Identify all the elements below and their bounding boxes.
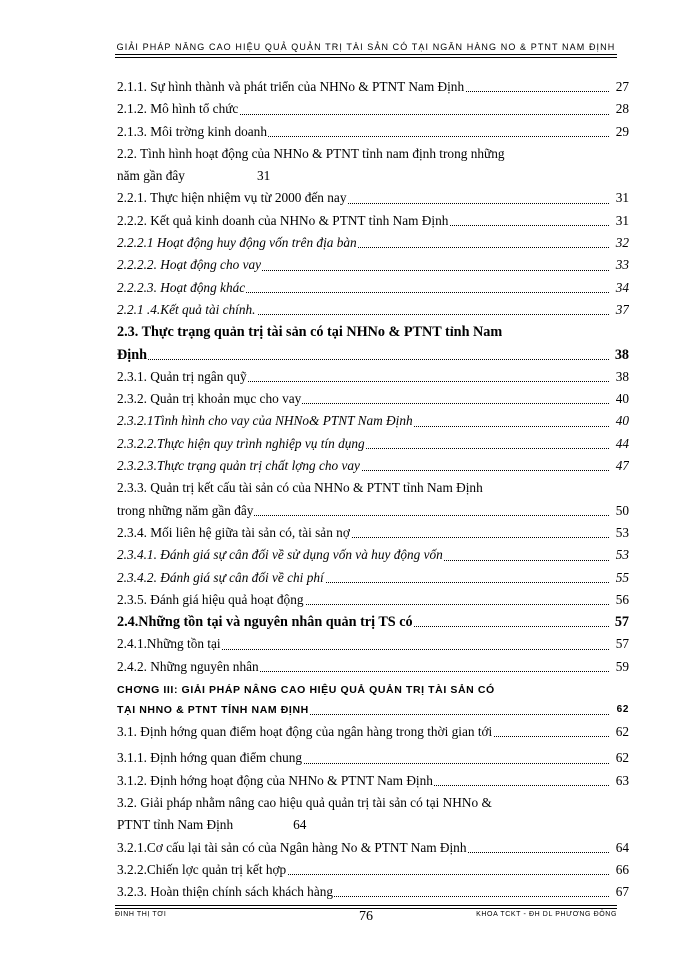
toc-entry-2-3-5: 2.3.5. Đánh giá hiệu quả hoạt động 56: [117, 589, 629, 611]
table-of-contents: [117, 76, 629, 903]
toc-entry-2-4-2: 2.4.2. Những nguyên nhân 59: [117, 656, 629, 678]
toc-entry-2-2-line1: 2.2. Tình hình hoạt động của NHNo & PTNT tỉnh nam định trong những: [117, 145, 505, 161]
toc-entry-3-2-1: 3.2.1.Cơ cấu lại tài sản có của Ngân hàng No & PTNT Nam Định 64: [117, 837, 629, 859]
toc-entry-3-1-2: 3.1.2. Định hớng hoạt động của NHNo & PTNT Nam Định 63: [117, 770, 629, 792]
toc-entry-2-2-line2: năm gần đây 31: [117, 168, 271, 184]
toc-entry-2-3-4-1: 2.3.4.1. Đánh giá sự cân đối về sử dụng vốn và huy động vốn 53: [117, 544, 629, 566]
header-rule: [115, 54, 617, 55]
toc-entry-3-2-3: 3.2.3. Hoàn thiện chính sách khách hàng 67: [117, 881, 629, 903]
toc-entry-2-3-2-3: 2.3.2.3.Thực trạng quản trị chất lợng cho vay 47: [117, 455, 629, 477]
toc-chapter-3-line2: TẠI NHNO & PTNT TỈNH NAM ĐỊNH 62: [117, 699, 629, 721]
toc-entry-2-3-3-line1: 2.3.3. Quản trị kết cấu tài sản có của NHNo & PTNT tỉnh Nam Định: [117, 480, 483, 496]
toc-entry-3-1: 3.1. Định hớng quan điểm hoạt động của ngân hàng trong thời gian tới 62: [117, 721, 629, 743]
toc-entry-2-2-2: 2.2.2. Kết quả kinh doanh của NHNo & PTNT tỉnh Nam Định 31: [117, 210, 629, 232]
footer-page-number: 76: [359, 909, 373, 924]
toc-chapter-3-line1: CHƠNG III: GIẢI PHÁP NÂNG CAO HIỆU QUẢ QUẢN TRỊ TÀI SẢN CÓ: [117, 684, 495, 697]
toc-entry-3-2-line2: PTNT tỉnh Nam Định 64: [117, 817, 307, 833]
toc-entry-2-3-4-2: 2.3.4.2. Đánh giá sự cân đối về chi phí 55: [117, 567, 629, 589]
toc-entry-2-4: 2.4.Những tồn tại và nguyên nhân quản trị TS có 57: [117, 611, 629, 633]
running-header: GIẢI PHÁP NÂNG CAO HIỆU QUẢ QUẢN TRỊ TÀI SẢN CÓ TẠI NGÂN HÀNG NO & PTNT NAM ĐỊNH: [116, 42, 616, 52]
toc-entry-2-3-line1: 2.3. Thực trạng quản trị tài sản có tại NHNo & PTNT tỉnh Nam: [117, 324, 503, 341]
header-rule-double: [115, 57, 617, 58]
footer-faculty: KHOA TCKT - ĐH DL PHƯƠNG ĐÔNG: [476, 911, 617, 918]
toc-entry-2-3-2: 2.3.2. Quản trị khoản mục cho vay 40: [117, 388, 629, 410]
toc-entry-3-2-line1: 3.2. Giải pháp nhằm nâng cao hiệu quả quản trị tài sản có tại NHNo &: [117, 794, 492, 810]
toc-entry-2-3-2-1: 2.3.2.1Tình hình cho vay của NHNo& PTNT Nam Định 40: [117, 410, 629, 432]
toc-entry-2-3-3-line2: trong những năm gần đây 50: [117, 500, 629, 522]
toc-entry-2-3-1: 2.3.1. Quản trị ngân quỹ 38: [117, 366, 629, 388]
toc-entry-3-1-1: 3.1.1. Định hớng quan điểm chung 62: [117, 747, 629, 769]
toc-entry-2-3-2-2: 2.3.2.2.Thực hiện quy trình nghiệp vụ tín dụng 44: [117, 433, 629, 455]
toc-entry-2-1-2: 2.1.2. Mô hình tổ chức 28: [117, 98, 629, 120]
footer-author: ĐINH THỊ TƠI: [115, 911, 167, 918]
toc-entry-2-2-1-4: 2.2.1 .4.Kết quả tài chính. 37: [117, 299, 629, 321]
toc-entry-3-2-2: 3.2.2.Chiến lợc quản trị kết hợp 66: [117, 859, 629, 881]
running-footer: [115, 911, 617, 931]
footer-rule: [115, 905, 617, 906]
toc-entry-2-1-1: 2.1.1. Sự hình thành và phát triển của NHNo & PTNT Nam Định 27: [117, 76, 629, 98]
toc-entry-2-3-4: 2.3.4. Mối liên hệ giữa tài sản có, tài sản nợ 53: [117, 522, 629, 544]
toc-entry-2-2-2-3: 2.2.2.3. Hoạt động khác 34: [117, 277, 629, 299]
toc-entry-2-3-line2: Định 38: [117, 344, 629, 366]
toc-entry-2-2-2-1: 2.2.2.1 Hoạt động huy động vốn trên địa bàn 32: [117, 232, 629, 254]
toc-entry-2-4-1: 2.4.1.Những tồn tại 57: [117, 633, 629, 655]
toc-entry-2-1-3: 2.1.3. Môi trờng kinh doanh 29: [117, 121, 629, 143]
toc-entry-2-2-2-2: 2.2.2.2. Hoạt động cho vay 33: [117, 254, 629, 276]
toc-entry-2-2-1: 2.2.1. Thực hiện nhiệm vụ từ 2000 đến nay 31: [117, 187, 629, 209]
